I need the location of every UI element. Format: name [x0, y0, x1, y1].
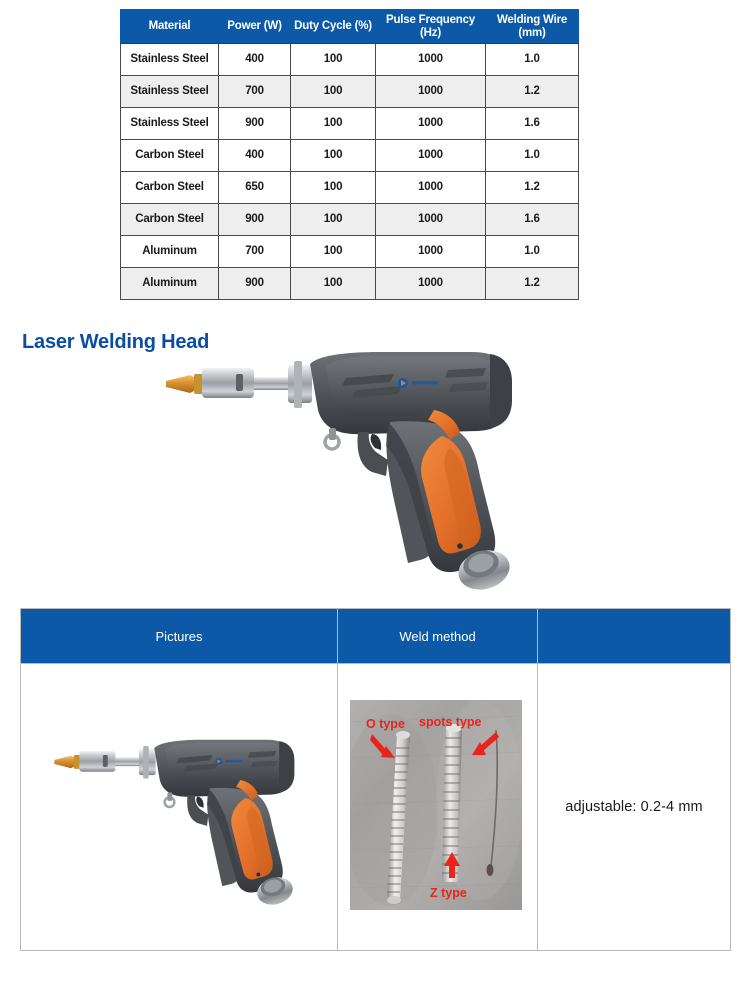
table-row	[121, 108, 579, 140]
cell-duty-cycle: 100	[291, 172, 376, 204]
table-row	[121, 140, 579, 172]
cell-material: Carbon Steel	[121, 204, 219, 236]
chrome-barrel	[202, 368, 254, 398]
cell-welding-wire: 1.2	[486, 172, 579, 204]
cell-power: 700	[219, 76, 291, 108]
cell-material: Carbon Steel	[121, 172, 219, 204]
welding-parameters-table	[120, 9, 578, 300]
weld-method-photo	[350, 700, 522, 910]
cell-duty-cycle: 100	[291, 140, 376, 172]
spec-table	[120, 9, 579, 300]
cell-material: Stainless Steel	[121, 76, 219, 108]
cell-welding-wire: 1.6	[486, 108, 579, 140]
column-header-duty-cycle: Duty Cycle (%)	[291, 10, 376, 44]
page-title: Laser Welding Head	[22, 331, 210, 353]
cell-power: 650	[219, 172, 291, 204]
cell-power: 900	[219, 268, 291, 300]
cell-welding-wire: 1.0	[486, 44, 579, 76]
cell-welding-wire: 1.2	[486, 76, 579, 108]
cell-pulse-frequency: 1000	[376, 76, 486, 108]
cell-pulse-frequency: 1000	[376, 268, 486, 300]
table-row	[121, 268, 579, 300]
cell-power: 400	[219, 140, 291, 172]
column-header-material: Material	[121, 10, 219, 44]
cell-pulse-frequency: 1000	[376, 44, 486, 76]
cell-duty-cycle: 100	[291, 44, 376, 76]
column-header-pulse-frequency: Pulse Frequency (Hz)	[376, 10, 486, 44]
pics-table-header-row	[21, 609, 731, 664]
cell-welding-wire: 1.0	[486, 140, 579, 172]
cell-duty-cycle: 100	[291, 108, 376, 140]
cell-pulse-frequency: 1000	[376, 108, 486, 140]
cell-material: Stainless Steel	[121, 44, 219, 76]
cell-pulse-frequency: 1000	[376, 236, 486, 268]
cell-power: 400	[219, 44, 291, 76]
cell-duty-cycle: 100	[291, 268, 376, 300]
cell-pulse-frequency: 1000	[376, 172, 486, 204]
cell-duty-cycle: 100	[291, 204, 376, 236]
cell-material: Aluminum	[121, 268, 219, 300]
cell-material: Carbon Steel	[121, 140, 219, 172]
cell-duty-cycle: 100	[291, 76, 376, 108]
cell-power: 700	[219, 236, 291, 268]
column-header-welding-wire: Welding Wire (mm)	[486, 10, 579, 44]
annotation-spots-type: spots type	[419, 715, 482, 729]
cell-pulse-frequency: 1000	[376, 140, 486, 172]
column-header-pictures: Pictures	[21, 609, 338, 664]
column-header-power: Power (W)	[219, 10, 291, 44]
chrome-barrel	[79, 751, 115, 772]
copper-tip	[54, 756, 76, 768]
column-header-weld-method: Weld method	[338, 609, 538, 664]
table-row	[121, 76, 579, 108]
table-row	[121, 236, 579, 268]
table-row	[121, 44, 579, 76]
table-row	[121, 204, 579, 236]
table-row	[121, 172, 579, 204]
annotation-o-type: O type	[366, 717, 405, 731]
cell-material: Stainless Steel	[121, 108, 219, 140]
cell-power: 900	[219, 108, 291, 140]
cell-power: 900	[219, 204, 291, 236]
cell-welding-wire: 1.6	[486, 204, 579, 236]
cell-pulse-frequency: 1000	[376, 204, 486, 236]
column-header-empty	[538, 609, 731, 664]
cell-material: Aluminum	[121, 236, 219, 268]
cell-welding-wire: 1.2	[486, 268, 579, 300]
cell-welding-wire: 1.0	[486, 236, 579, 268]
cell-duty-cycle: 100	[291, 236, 376, 268]
laser-welding-head-thumbnail	[32, 737, 332, 907]
spec-table-header-row	[121, 10, 579, 44]
cell-adjustable-spec: adjustable: 0.2-4 mm	[538, 664, 731, 951]
laser-welding-head-image	[150, 348, 550, 593]
annotation-z-type: Z type	[430, 886, 467, 900]
copper-tip	[166, 375, 198, 393]
